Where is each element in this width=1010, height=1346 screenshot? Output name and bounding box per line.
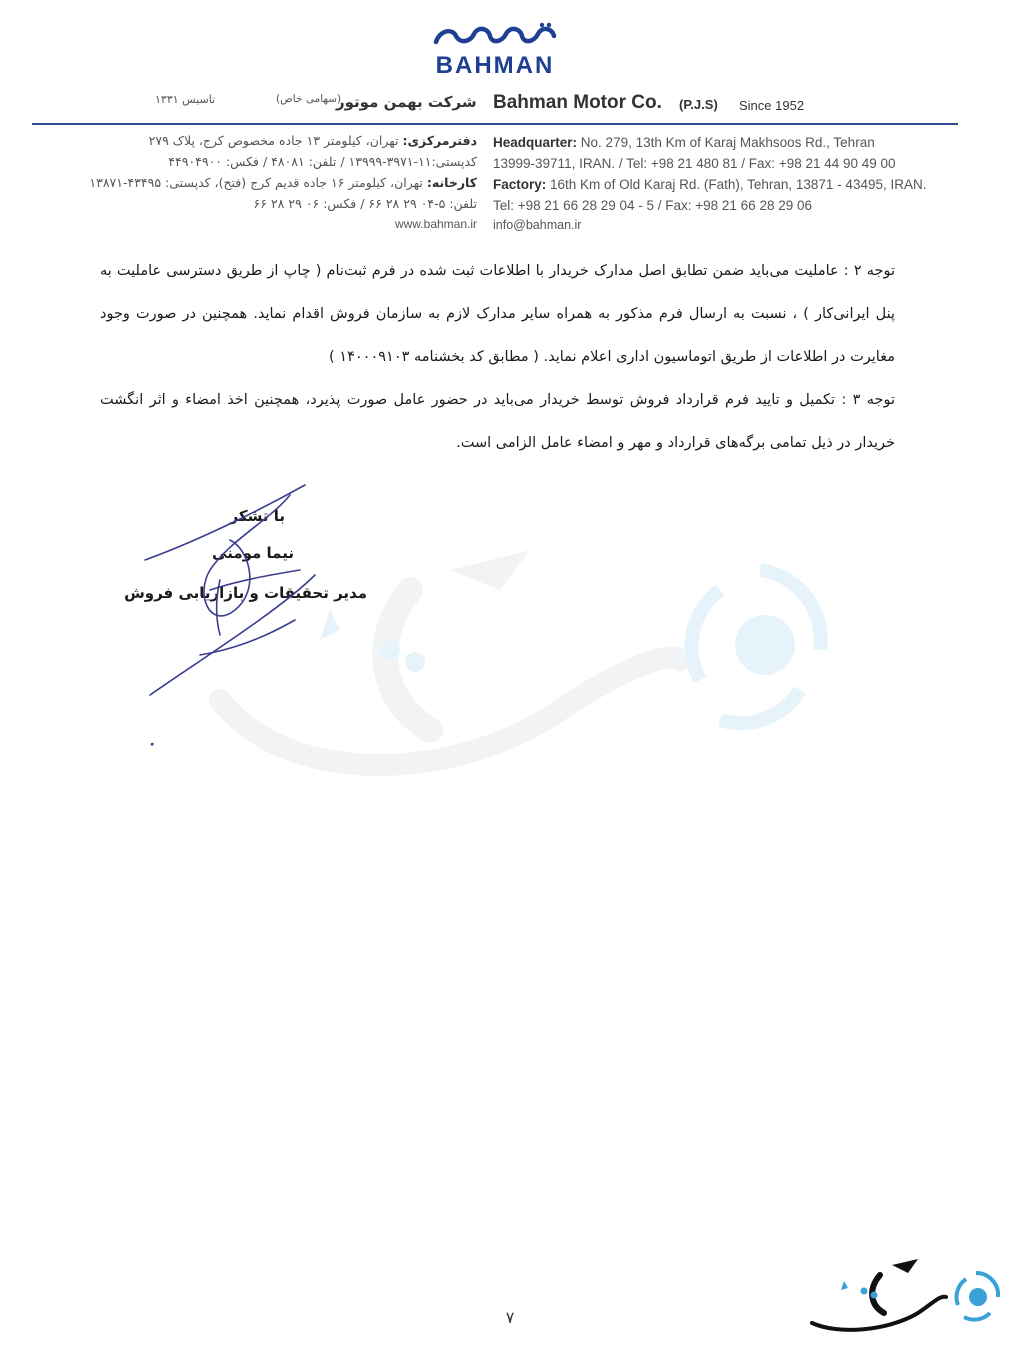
address-fa-hq-text: تهران، کیلومتر ۱۳ جاده مخصوص کرج، پلاک ۲۷۹ — [148, 133, 399, 148]
address-fa-factory — [89, 175, 477, 191]
address-en-hq — [493, 135, 875, 151]
address-fa-hq-label: دفترمرکزی: — [402, 133, 477, 148]
signer-name: نیما مومنی — [212, 544, 294, 562]
address-en-hq-contact: 13999-39711, IRAN. / Tel: +98 21 480 81 / Fax: +98 21 44 90 49 00 — [493, 156, 896, 171]
address-en-hq-label: Headquarter: — [493, 135, 578, 150]
address-en-factory-contact: Tel: +98 21 66 28 29 04 - 5 / Fax: +98 21 66 28 29 06 — [493, 198, 812, 213]
address-fa-factory-text: تهران، کیلومتر ۱۶ جاده قدیم کرج (فتح)، کدپستی: ۴۳۴۹۵-۱۳۸۷۱ — [89, 175, 423, 190]
corner-watermark-logo — [808, 1255, 1004, 1335]
company-type-fa: (سهامی خاص) — [276, 93, 342, 105]
note-3-paragraph: توجه ۳ : تکمیل و تایید فرم قرارداد فروش توسط خریدار می‌باید در حضور عامل صورت پذیرد، همچنین اخذ امضاء و اثر انگشت خریدار در ذیل تمامی برگه‌های قرارداد و مهر و امضاء عامل الزامی است. — [100, 392, 896, 451]
address-en-hq-text: No. 279, 13th Km of Karaj Makhsoos Rd., Tehran — [580, 135, 875, 150]
company-name-en: Bahman Motor Co. — [493, 92, 662, 113]
closing-text: با تشکر — [229, 507, 285, 525]
company-established-fa: تاسیس ۱۳۳۱ — [155, 93, 216, 106]
page-number: ۷ — [505, 1308, 515, 1327]
bahman-wordmark: BAHMAN — [435, 52, 555, 79]
bahman-script-logo — [430, 20, 560, 50]
address-en-factory-text: 16th Km of Old Karaj Rd. (Fath), Tehran, 13871 - 43495, IRAN. — [550, 177, 927, 192]
letter-body — [100, 250, 895, 465]
address-en-factory — [493, 177, 926, 193]
address-fa-hq-contact: کدپستی:۱۱-۳۹۷۱-۱۳۹۹۹ / تلفن: ۴۸۰۸۱ / فکس: ۴۴۹۰۴۹۰۰ — [168, 154, 477, 169]
handwritten-signature — [140, 480, 320, 750]
company-name-fa: شرکت بهمن موتور — [336, 93, 477, 111]
address-fa-hq — [149, 133, 477, 149]
note-2-paragraph: توجه ۲ : عاملیت می‌باید ضمن تطابق اصل مدارک خریدار با اطلاعات ثبت شده در فرم ثبت‌نام ( چاپ از طریق دسترسی عاملیت به پنل ایرانی‌کار ) ، نسبت به ارسال فرم مذکور به همراه سایر مدارک لازم به سازمان فروش اقدام نماید. همچنین در صورت وجود مغایرت در اطلاعات از طریق اتوماسیون اداری اعلام نماید. ( مطابق کد بخشنامه ۱۴۰۰۰۹۱۰۳ ) — [100, 263, 895, 365]
header-divider — [32, 123, 958, 125]
signer-title: مدیر تحقیقات و بازاریابی فروش — [124, 584, 367, 602]
address-en-factory-label: Factory: — [493, 177, 547, 192]
company-since-en: Since 1952 — [739, 98, 805, 113]
email-link[interactable]: info@bahman.ir — [493, 218, 582, 232]
address-fa-factory-label: کارخانه: — [426, 175, 477, 190]
address-fa-factory-contact: تلفن: ۵-۰۴ ۲۹ ۲۸ ۶۶ / فکس: ۰۶ ۲۹ ۲۸ ۶۶ — [253, 196, 477, 211]
company-type-en: (P.J.S) — [679, 97, 718, 112]
website-link[interactable]: www.bahman.ir — [394, 217, 477, 231]
